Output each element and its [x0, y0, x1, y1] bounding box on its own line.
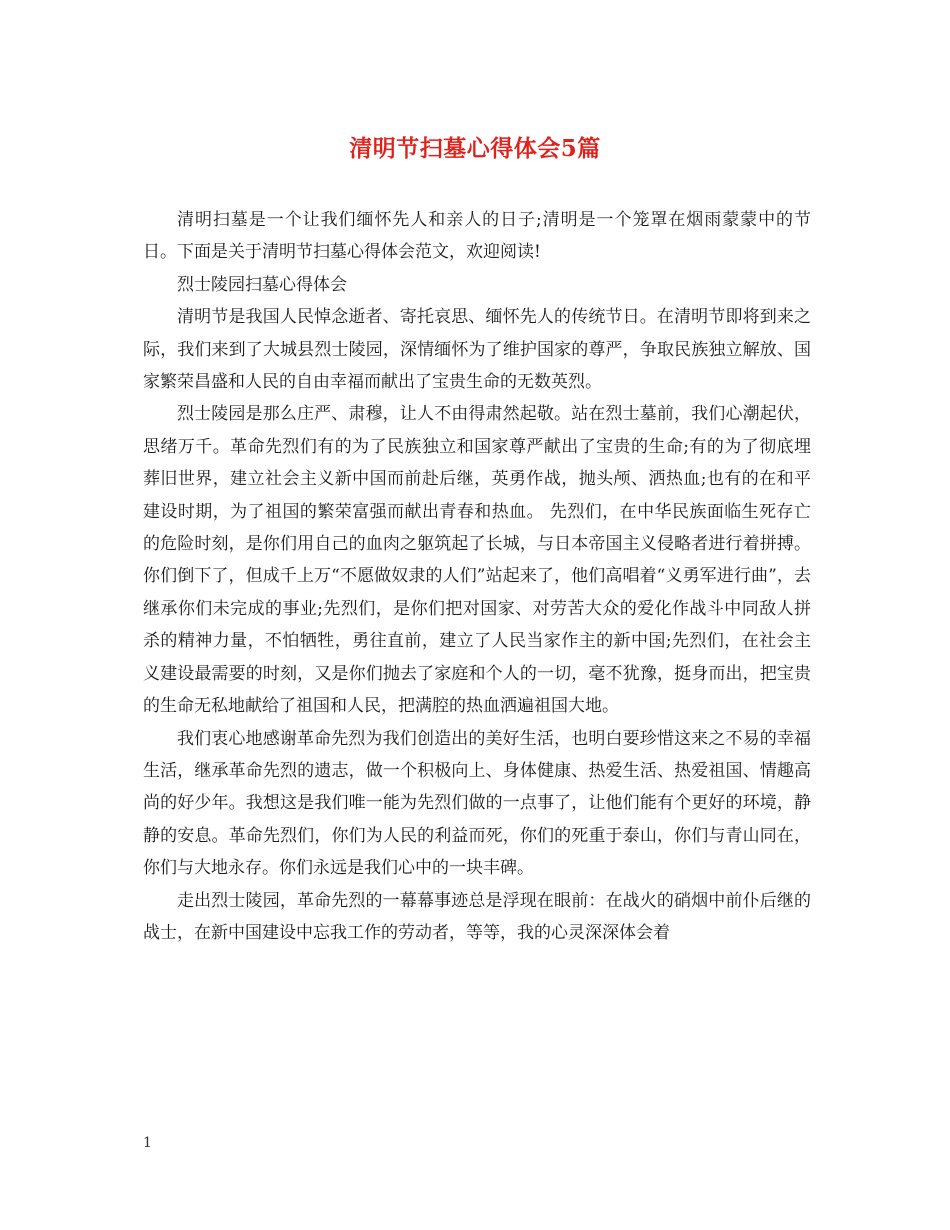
- page-number: 1: [143, 1135, 152, 1151]
- paragraph: 我们衷心地感谢革命先烈为我们创造出的美好生活，也明白要珍惜这来之不易的幸福生活，继承革命先烈的遗志，做一个积极向上、身体健康、热爱生活、热爱祖国、情趣高尚的好少年。我想这是我们唯一能为先烈们做的一点事了，让他们能有个更好的环境，静静的安息。革命先烈们，你们为人民的利益而死，你们的死重于泰山，你们与青山同在，你们与大地永存。你们永远是我们心中的一块丰碑。: [143, 728, 811, 879]
- document-title: 清明节扫墓心得体会5篇: [349, 135, 601, 162]
- paragraph: 清明节是我国人民悼念逝者、寄托哀思、缅怀先人的传统节日。在清明节即将到来之际，我们来到了大城县烈士陵园，深情缅怀为了维护国家的尊严，争取民族独立解放、国家繁荣昌盛和人民的自由幸福而献出了宝贵生命的无数英烈。: [143, 307, 811, 393]
- paragraph: 走出烈士陵园，革命先烈的一幕幕事迹总是浮现在眼前：在战火的硝烟中前仆后继的战士，在新中国建设中忘我工作的劳动者，等等，我的心灵深深体会着: [143, 890, 811, 943]
- section-heading: 烈士陵园扫墓心得体会: [177, 274, 347, 295]
- paragraph-intro: 清明扫墓是一个让我们缅怀先人和亲人的日子;清明是一个笼罩在烟雨蒙蒙中的节日。下面是关于清明节扫墓心得体会范文，欢迎阅读!: [143, 210, 811, 263]
- document-body: [143, 204, 811, 949]
- paragraph: 烈士陵园是那么庄严、肃穆，让人不由得肃然起敬。站在烈士墓前，我们心潮起伏，思绪万千。革命先烈们有的为了民族独立和国家尊严献出了宝贵的生命;有的为了彻底埋葬旧世界，建立社会主义新中国而前赴后继，英勇作战，抛头颅、洒热血;也有的在和平建设时期，为了祖国的繁荣富强而献出青春和热血。 先烈们，在中华民族面临生死存亡的危险时刻，是你们用自己的血肉之躯筑起了长城，与日本帝国主义侵略者进行着拼搏。你们倒下了，但成千上万“不愿做奴隶的人们”站起来了，他们高唱着“义勇军进行曲”，去继承你们未完成的事业;先烈们，是你们把对国家、对劳苦大众的爱化作战斗中同敌人拼杀的精神力量，不怕牺牲，勇往直前，建立了人民当家作主的新中国;先烈们，在社会主义建设最需要的时刻，又是你们抛去了家庭和个人的一切，毫不犹豫，挺身而出，把宝贵的生命无私地献给了祖国和人民，把满腔的热血洒遍祖国大地。: [143, 404, 811, 717]
